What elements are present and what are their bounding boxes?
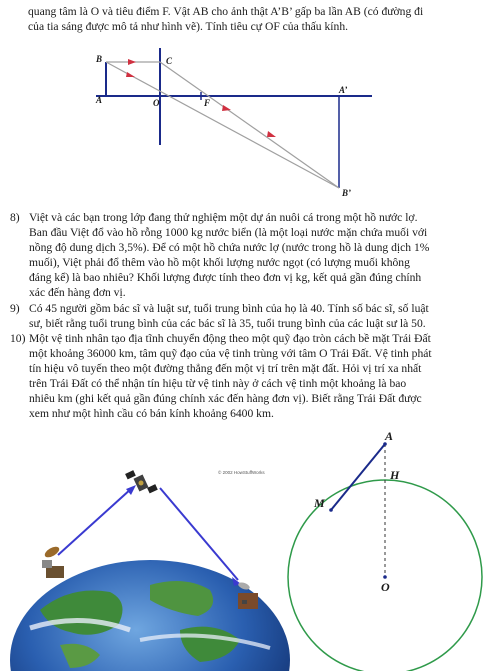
- problem-10-number: 10): [10, 332, 26, 345]
- copyright-note: © 2002 HowStuffWorks: [218, 470, 265, 475]
- tangent-line: [331, 444, 385, 510]
- label-point-h: H: [390, 468, 400, 482]
- label-o: O: [153, 98, 160, 108]
- label-c: C: [166, 56, 173, 66]
- point-o: [383, 575, 387, 579]
- problem-8-line: Ban đầu Việt đổ vào hồ rỗng 1000 kg nước biển (là một loại nước mặn chứa muối với: [29, 226, 428, 239]
- problem-10-line: Một vệ tinh nhân tạo địa tĩnh chuyển động theo một quỹ đạo tròn cách bề mặt Trái Đất: [29, 332, 431, 345]
- problem-10-line: trên Trái Đất có thể nhận tín hiệu từ vệ tinh này ở cách vệ tinh một khoảng là bao: [29, 377, 407, 390]
- label-a: A: [96, 95, 103, 105]
- label-a-prime: A’: [339, 85, 348, 95]
- problem-9-number: 9): [10, 302, 20, 315]
- label-point-a: A: [385, 429, 394, 443]
- problem-8-number: 8): [10, 211, 20, 224]
- problem-9-line: sư, biết rằng tuổi trung bình của các bác sĩ là 35, tuổi trung bình của các luật sư là 50.: [29, 317, 426, 330]
- problem-8-line: nồng độ dung dịch 3,5%). Để có một hồ chứa nước lợ (nước trong hồ là dung dịch 1%: [29, 241, 430, 254]
- intro-line-2: của tia sáng được mô tả như hình vẽ). Tính tiêu cự OF của thấu kính.: [28, 20, 349, 33]
- problem-8-line: Việt và các bạn trong lớp đang thử nghiệm một dự án nuôi cá trong một hồ nước lợ.: [29, 211, 418, 224]
- label-point-m: M: [314, 496, 325, 510]
- problem-8-line: đáng kể) là bao nhiêu? Khối lượng được tính theo đơn vị kg, kết quả gần đúng chính: [29, 271, 422, 284]
- problem-8-line: muối), Việt phải đổ thêm vào hồ một khối lượng nước ngọt (có lượng muối không: [29, 256, 410, 269]
- label-b-prime: B’: [342, 188, 351, 198]
- point-m: [329, 508, 333, 512]
- problem-10-line: xem như một hình cầu có bán kính khoảng 6400 km.: [29, 407, 274, 420]
- problem-10-line: một khoảng 36000 km, tâm quỹ đạo của vệ tinh trùng với tâm O Trái Đất. Vệ tinh phát: [29, 347, 432, 360]
- intro-line-1: quang tâm là O và tiêu điểm F. Vật AB cho ảnh thật A’B’ gấp ba lần AB (có đường đi: [28, 5, 424, 18]
- label-b: B: [96, 54, 103, 64]
- radius-om: [331, 510, 385, 577]
- problem-8-line: xác đến hàng đơn vị.: [29, 286, 126, 299]
- problem-10-line: nhiêu km (ghi kết quả gần đúng chính xác đến hàng đơn vị). Biết rằng Trái Đất được: [29, 392, 422, 405]
- label-f: F: [204, 98, 211, 108]
- problem-10-line: tín hiệu vô tuyến theo một đường thẳng đến một vị trí trên mặt đất. Hỏi vị trí xa nhất: [29, 362, 422, 375]
- label-point-o: O: [381, 580, 390, 594]
- problem-9-line: Có 45 người gồm bác sĩ và luật sư, tuổi trung bình của họ là 40. Tính số bác sĩ, số luật: [29, 302, 429, 315]
